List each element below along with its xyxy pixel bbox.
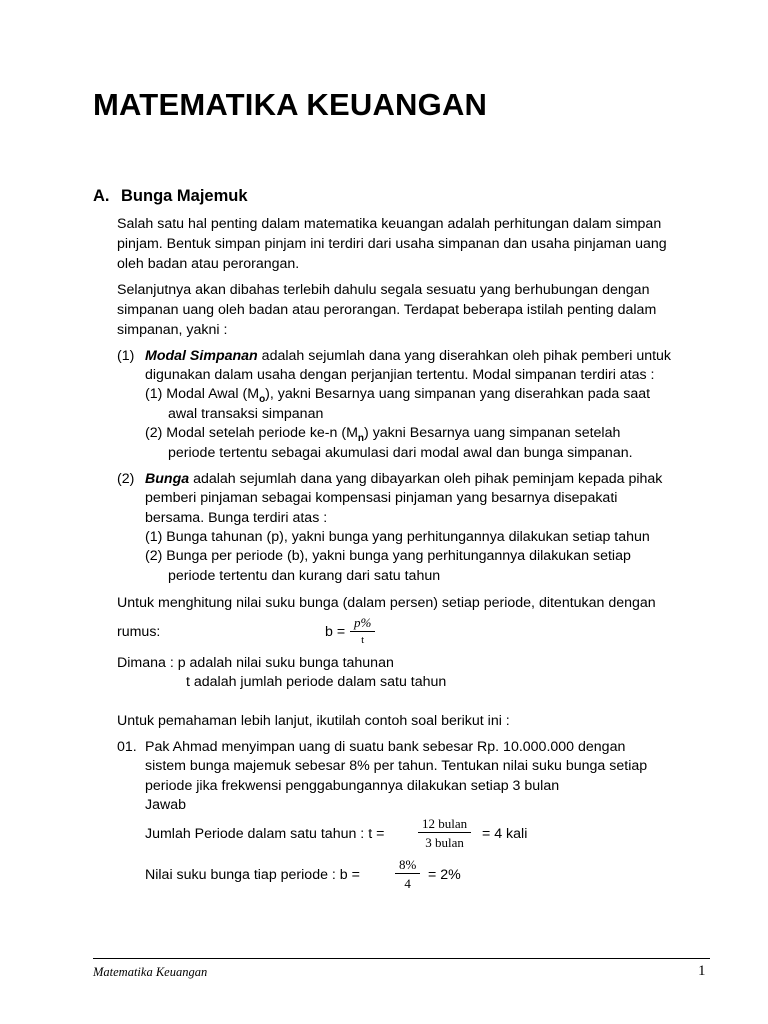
- section-title: Bunga Majemuk: [121, 187, 248, 205]
- example-answer-label: Jawab: [145, 797, 187, 813]
- item2-text: pemberi pinjaman sebagai kompensasi pinjaman yang besarnya disepakati: [145, 490, 618, 506]
- formula-lhs: b =: [325, 624, 346, 640]
- item2-sub2: (2) Bunga per periode (b), yakni bunga yang perhitungannya dilakukan setiap: [145, 548, 631, 564]
- item2-text: bersama. Bunga terdiri atas :: [145, 510, 328, 526]
- calc1-result: = 4 kali: [482, 826, 528, 842]
- sub1-text: (1) Modal Awal (M: [145, 386, 260, 402]
- calc2-label: Nilai suku bunga tiap periode : b =: [145, 867, 360, 883]
- item2-sub2-cont: periode tertentu dan kurang dari satu tahun: [168, 568, 441, 584]
- formula-fraction: [350, 616, 375, 646]
- item1-sub2-cont: periode tertentu sebagai akumulasi dari modal awal dan bunga simpanan.: [168, 445, 633, 461]
- calc2-result: = 2%: [428, 867, 461, 883]
- formula-where: t adalah jumlah periode dalam satu tahun: [186, 674, 447, 690]
- intro-line: pinjam. Bentuk simpan pinjam ini terdiri dari usaha simpanan dan usaha pinjaman uang: [117, 236, 667, 252]
- intro-line: simpanan, yakni :: [117, 322, 228, 338]
- intro-line: Salah satu hal penting dalam matematika keuangan adalah perhitungan dalam simpan: [117, 216, 662, 232]
- item1-text: digunakan dalam usaha dengan perjanjian tertentu. Modal simpanan terdiri atas :: [145, 367, 655, 383]
- page-number: 1: [698, 963, 706, 979]
- fraction-denominator: 3 bulan: [425, 835, 464, 850]
- item1-sub2: [145, 425, 620, 444]
- item1-text: adalah sejumlah dana yang diserahkan oleh pihak pemberi untuk: [257, 348, 672, 364]
- item1-term: Modal Simpanan: [145, 348, 258, 364]
- example-intro: Untuk pemahaman lebih lanjut, ikutilah contoh soal berikut ini :: [117, 713, 510, 729]
- example-text: sistem bunga majemuk sebesar 8% per tahun. Tentukan nilai suku bunga setiap: [145, 758, 648, 774]
- item2-term: Bunga: [145, 471, 190, 487]
- footer-divider: [93, 958, 710, 959]
- fraction-numerator: 12 bulan: [418, 817, 471, 833]
- formula-label: rumus:: [117, 624, 161, 640]
- intro-line: simpanan uang oleh badan atau perorangan. Terdapat beberapa istilah penting dalam: [117, 302, 657, 318]
- formula-where: Dimana : p adalah nilai suku bunga tahunan: [117, 655, 394, 671]
- calc2-fraction: [395, 858, 420, 890]
- subscript: n: [357, 432, 365, 444]
- fraction-numerator: p%: [350, 616, 375, 632]
- item2-number: (2): [117, 471, 135, 487]
- intro-line: oleh badan atau perorangan.: [117, 256, 300, 272]
- intro-line: Selanjutnya akan dibahas terlebih dahulu segala sesuatu yang berhubungan dengan: [117, 282, 650, 298]
- calc1-fraction: [418, 817, 471, 849]
- example-text: Pak Ahmad menyimpan uang di suatu bank sebesar Rp. 10.000.000 dengan: [145, 739, 626, 755]
- example-number: 01.: [117, 739, 137, 755]
- formula-intro: Untuk menghitung nilai suku bunga (dalam persen) setiap periode, ditentukan dengan: [117, 595, 656, 611]
- fraction-numerator: 8%: [395, 858, 420, 874]
- item2-text: adalah sejumlah dana yang dibayarkan oleh pihak peminjam kepada pihak: [189, 471, 663, 487]
- item2-sub1: (1) Bunga tahunan (p), yakni bunga yang perhitungannya dilakukan setiap tahun: [145, 529, 650, 545]
- fraction-denominator: t: [361, 634, 365, 646]
- page-title: MATEMATIKA KEUANGAN: [93, 87, 488, 122]
- section-heading: [93, 187, 248, 206]
- sub2-text: (2) Modal setelah periode ke-n (M: [145, 425, 358, 441]
- sub2-text: ) yakni Besarnya uang simpanan setelah: [364, 425, 621, 441]
- fraction-denominator: 4: [404, 876, 411, 891]
- subscript: o: [259, 393, 266, 405]
- item1-number: (1): [117, 348, 135, 364]
- section-letter: A.: [93, 187, 110, 205]
- item1-line: [117, 348, 671, 364]
- item1-sub1-cont: awal transaksi simpanan: [168, 406, 324, 422]
- item1-sub1: [145, 386, 650, 405]
- calc1-label: Jumlah Periode dalam satu tahun : t =: [145, 826, 385, 842]
- footer-title: Matematika Keuangan: [93, 965, 208, 979]
- example-line: [117, 739, 625, 755]
- item2-line: [117, 471, 662, 487]
- sub1-text: ), yakni Besarnya uang simpanan yang diserahkan pada saat: [265, 386, 651, 402]
- example-text: periode jika frekwensi penggabungannya dilakukan setiap 3 bulan: [145, 778, 560, 794]
